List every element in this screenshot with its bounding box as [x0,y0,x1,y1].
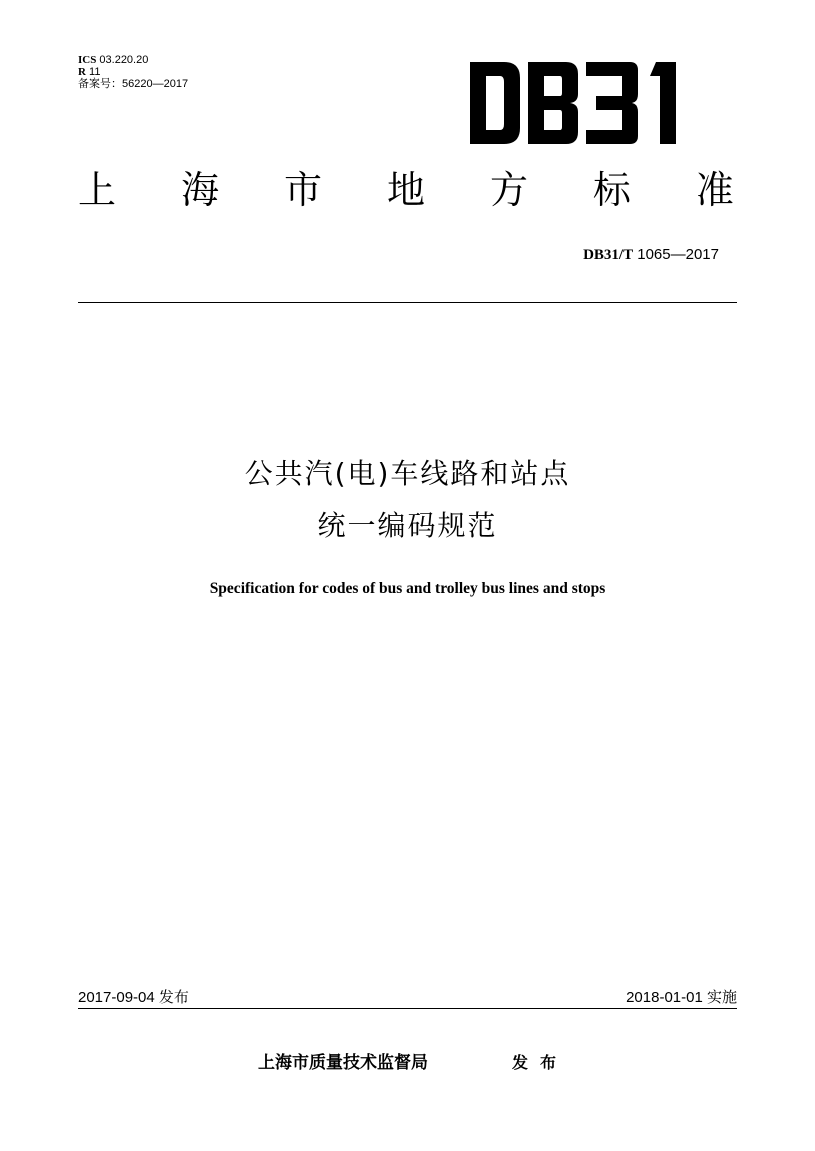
title-cn-line2: 统一编码规范 [317,509,498,542]
filing-number: 备案号：56220—2017 [78,78,189,90]
implement-date: 2018-01-01 实施 [626,989,737,1006]
ccs-code: 11 [89,66,101,78]
top-divider [78,302,737,303]
ics-line [78,54,188,66]
standard-category [78,166,734,214]
category-char: 标 [592,168,631,212]
classification-block [78,54,188,90]
ccs-label: R [78,66,86,78]
standard-code: 1065—2017 [637,246,719,263]
category-char: 地 [386,168,425,212]
db31-logo [470,62,692,144]
title-en: Specification for codes of bus and trolley bus lines and stops [209,580,606,597]
issuer-action: 发布 [512,1053,569,1072]
issuer-name: 上海市质量技术监督局 [258,1053,428,1073]
category-char: 上 [78,168,117,212]
standard-number [583,246,719,264]
category-char: 海 [180,168,219,212]
title-cn-line1: 公共汽(电)车线路和站点 [244,457,571,490]
issue-date: 2017-09-04 发布 [78,989,189,1006]
ccs-line [78,66,188,78]
ics-label: ICS [78,54,97,66]
category-char: 市 [283,168,322,212]
category-char: 准 [695,168,734,212]
category-char: 方 [489,168,528,212]
bottom-divider [78,1008,737,1009]
standard-prefix: DB31/T [583,247,634,263]
ics-code: 03.220.20 [99,54,149,66]
